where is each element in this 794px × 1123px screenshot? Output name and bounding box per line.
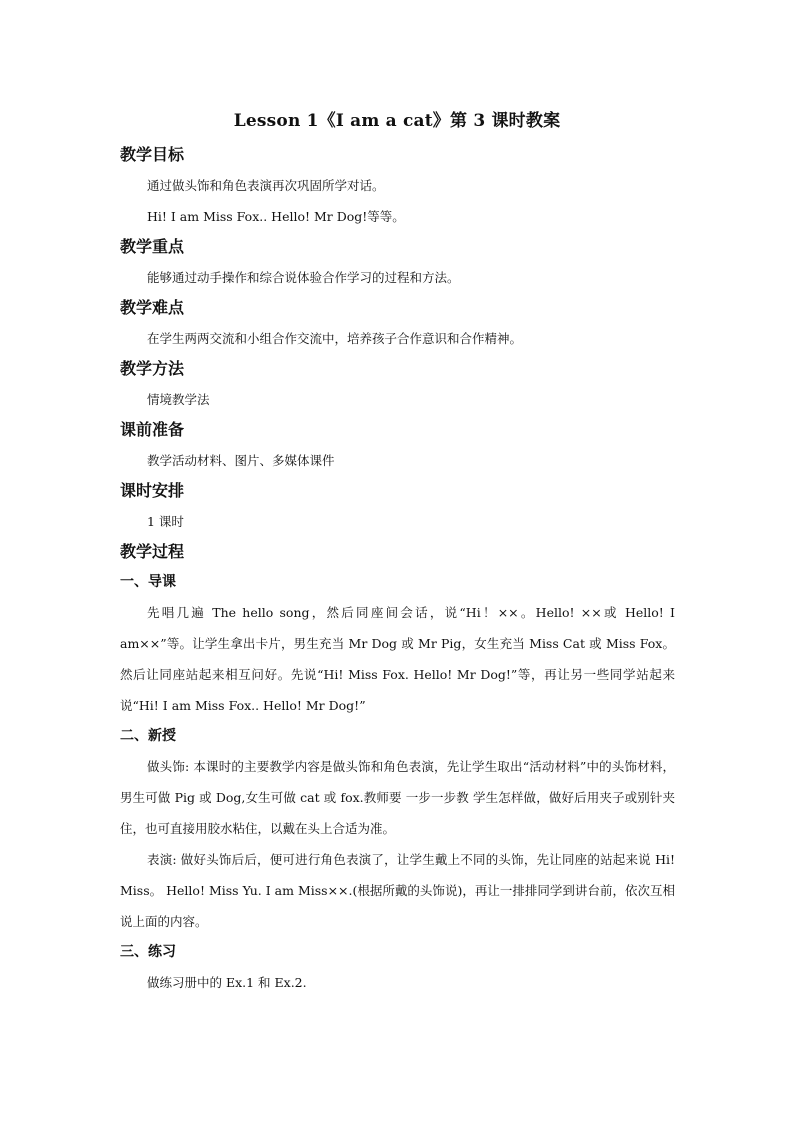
heading-teaching-goal: 教学目标 — [120, 145, 185, 164]
document-body — [120, 140, 675, 998]
document-title: Lesson 1《I am a cat》第 3 课时教案 — [233, 111, 561, 131]
subheading-new-lesson: 二、新授 — [120, 728, 176, 744]
heading-preparation: 课前准备 — [120, 420, 185, 439]
difficulty-line-1: 在学生两两交流和小组合作交流中，培养孩子合作意识和合作精神。 — [147, 331, 523, 346]
intro-paragraph: 先唱几遍 The hello song，然后同座间会话，说“Hi！××。Hello! ××或 Hello! I am××”等。让学生拿出卡片，男生充当 Mr Dog 或 Mr Pig，女生充当 Miss Cat 或 Miss Fox。然后让同座站起来相互问好。先说“Hi! Miss Fox. Hello! Mr Dog!”等，再让另一些同学站起来说“Hi! I am Miss Fox.. Hello! Mr Dog!” — [120, 605, 675, 713]
subheading-intro: 一、导课 — [120, 574, 176, 590]
heading-key-points: 教学重点 — [120, 237, 185, 256]
method-line-1: 情境教学法 — [147, 392, 210, 407]
schedule-line-1: 1 课时 — [147, 514, 184, 529]
heading-process: 教学过程 — [120, 542, 185, 561]
heading-difficulties: 教学难点 — [120, 298, 185, 317]
subheading-practice: 三、练习 — [120, 944, 176, 960]
prep-line-1: 教学活动材料、图片、多媒体课件 — [147, 453, 335, 468]
heading-schedule: 课时安排 — [120, 481, 185, 500]
goal-line-2: Hi! I am Miss Fox.. Hello! Mr Dog!等等。 — [147, 209, 405, 224]
new-lesson-paragraph-1: 做头饰: 本课时的主要教学内容是做头饰和角色表演，先让学生取出“活动材料”中的头饰材料，男生可做 Pig 或 Dog,女生可做 cat 或 fox.教师要 一步一步教 学生怎样做，做好后用夹子或别针夹住，也可直接用胶水粘住，以戴在头上合适为准。 — [120, 759, 675, 836]
heading-method: 教学方法 — [120, 359, 185, 378]
practice-paragraph: 做练习册中的 Ex.1 和 Ex.2. — [147, 975, 307, 990]
new-lesson-paragraph-2: 表演: 做好头饰后后，便可进行角色表演了，让学生戴上不同的头饰，先让同座的站起来说 Hi! Miss。 Hello! Miss Yu. I am Miss××.(根据所戴的头饰说)，再让一排排同学到讲台前，依次互相说上面的内容。 — [120, 852, 675, 929]
key-line-1: 能够通过动手操作和综合说体验合作学习的过程和方法。 — [147, 270, 460, 285]
goal-line-1: 通过做头饰和角色表演再次巩固所学对话。 — [147, 178, 385, 193]
